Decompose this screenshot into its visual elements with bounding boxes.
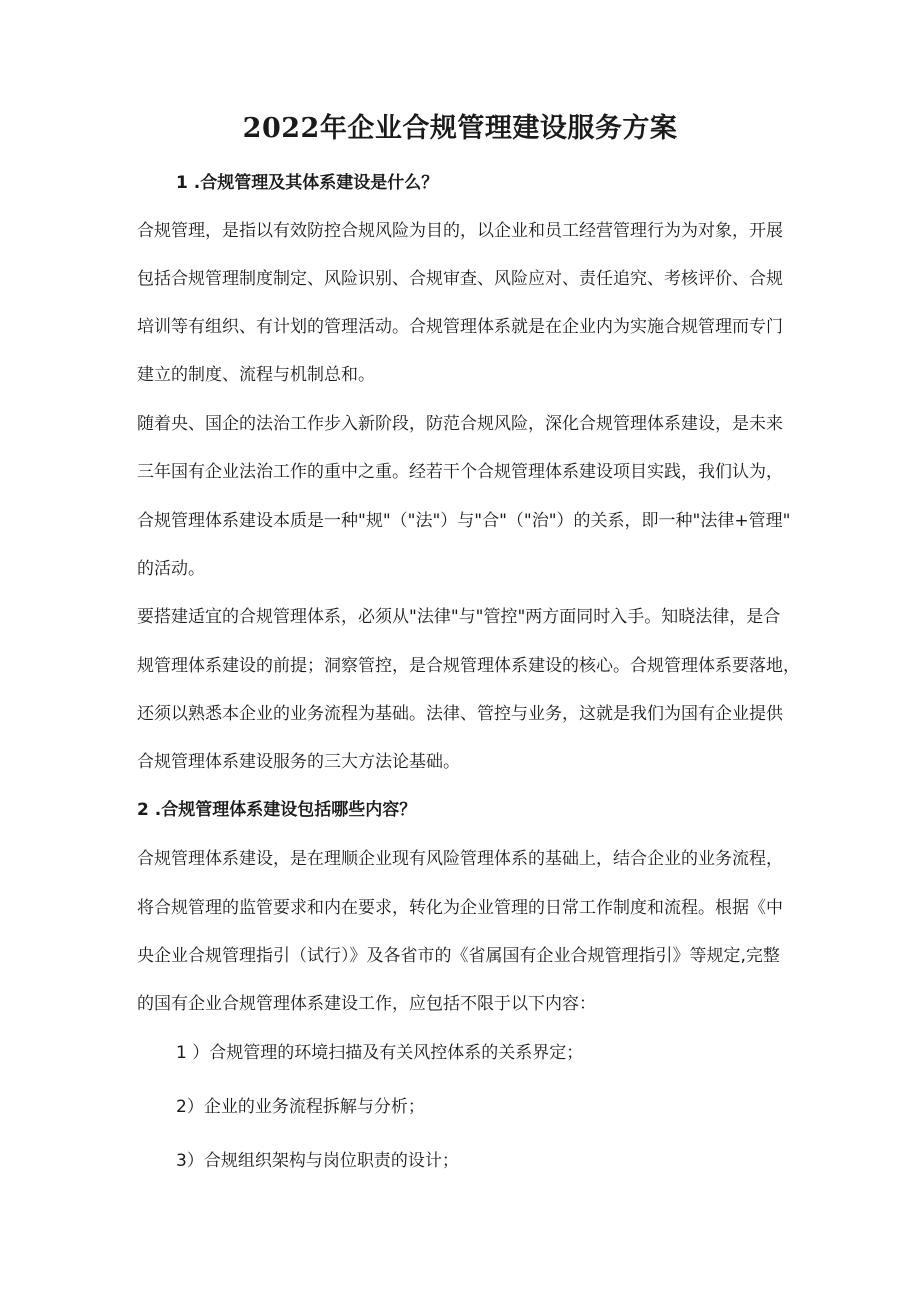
section-1-paragraph-1-line-1: 合规管理，是指以有效防控合规风险为目的，以企业和员工经营管理行为为对象，开展: [137, 221, 783, 241]
section-1-heading: 1 .合规管理及其体系建设是什么？: [176, 173, 439, 193]
section-1-paragraph-2-line-3: 合规管理体系建设本质是一种"规"（"法"）与"合"（"治"）的关系，即一种"法律+管理": [137, 511, 791, 531]
section-2-paragraph-1-line-1: 合规管理体系建设，是在理顺企业现有风险管理体系的基础上，结合企业的业务流程，: [137, 849, 783, 869]
section-1-paragraph-1-line-3: 培训等有组织、有计划的管理活动。合规管理体系就是在企业内为实施合规管理而专门: [137, 317, 783, 337]
section-1-paragraph-1-line-4: 建立的制度、流程与机制总和。: [137, 365, 375, 385]
list-item: 2）企业的业务流程拆解与分析；: [176, 1097, 425, 1117]
list-item: 1 ）合规管理的环境扫描及有关风控体系的关系界定；: [176, 1043, 584, 1063]
section-1-paragraph-2-line-1: 随着央、国企的法治工作步入新阶段，防范合规风险，深化合规管理体系建设，是未来: [137, 414, 783, 434]
section-2-paragraph-1-line-4: 的国有企业合规管理体系建设工作，应包括不限于以下内容：: [137, 994, 596, 1014]
section-1-paragraph-3-line-1: 要搭建适宜的合规管理体系，必须从"法律"与"管控"两方面同时入手。知晓法律，是合: [137, 607, 781, 627]
section-1-paragraph-3-line-4: 合规管理体系建设服务的三大方法论基础。: [137, 752, 460, 772]
section-1-paragraph-3-line-2: 规管理体系建设的前提；洞察管控，是合规管理体系建设的核心。合规管理体系要落地，: [137, 656, 800, 676]
section-1-paragraph-2-line-2: 三年国有企业法治工作的重中之重。经若干个合规管理体系建设项目实践，我们认为，: [137, 462, 783, 482]
list-item: 3）合规组织架构与岗位职责的设计；: [176, 1151, 459, 1171]
section-2-paragraph-1-line-2: 将合规管理的监管要求和内在要求，转化为企业管理的日常工作制度和流程。根据《中: [137, 898, 783, 918]
section-2-heading: 2 .合规管理体系建设包括哪些内容？: [137, 800, 417, 820]
section-1-paragraph-2-line-4: 的活动。: [137, 559, 205, 579]
document-title: 2022年企业合规管理建设服务方案: [242, 113, 678, 144]
section-1-paragraph-1-line-2: 包括合规管理制度制定、风险识别、合规审查、风险应对、责任追究、考核评价、合规: [137, 269, 783, 289]
section-2-paragraph-1-line-3: 央企业合规管理指引（试行）》及各省市的《省属国有企业合规管理指引》等规定,完整: [137, 946, 780, 966]
section-1-paragraph-3-line-3: 还须以熟悉本企业的业务流程为基础。法律、管控与业务，这就是我们为国有企业提供: [137, 704, 783, 724]
